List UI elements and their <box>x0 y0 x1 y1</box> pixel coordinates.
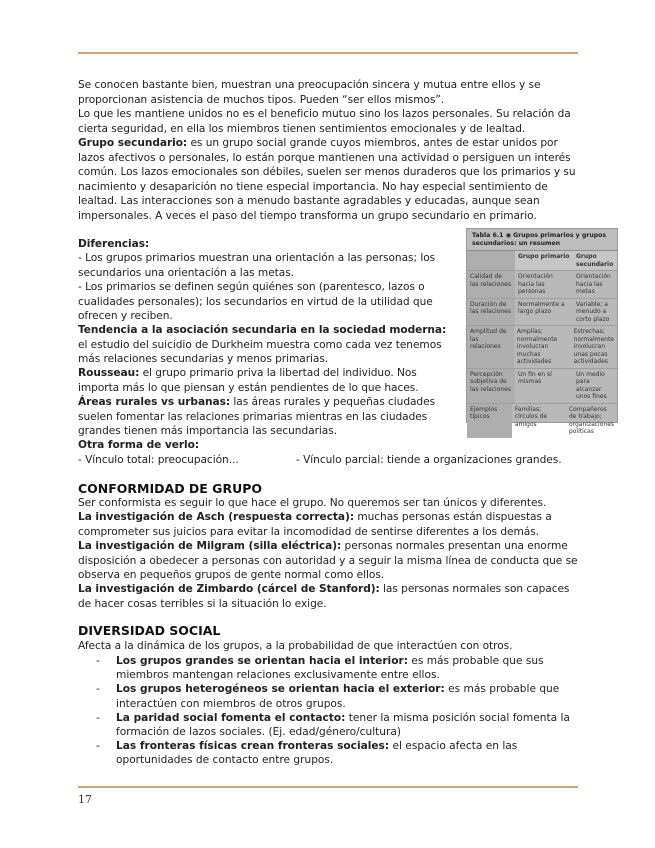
table-cell: Variable; a menudo a corto plazo <box>576 300 610 323</box>
another-view-title: Otra forma de verlo: <box>78 439 200 451</box>
paragraph-tendency: Tendencia a la asociación secundaria en la sociedad moderna: el estudio del suicidio de Durkheim muestra como cada vez tenemos más relaciones secundarias y menos primarias. <box>78 324 447 365</box>
table-cell: Estrechas; normalmente involucran unas pocas actividades <box>573 328 614 365</box>
differences-title: Diferencias: <box>78 238 150 250</box>
table-cell: Amplias; normalmente involucran muchas actividades <box>516 328 558 365</box>
bullet-dash: - <box>96 655 100 667</box>
table-cell: Ejemplos típicos <box>467 404 512 438</box>
partial-bond: - Vínculo parcial: tiende a organizaciones grandes. <box>296 454 562 466</box>
table-caption: Tabla 6.1 ◉ Grupos primarios y grupos secundarios: un resumen <box>467 229 617 251</box>
table-cell: Orientación hacia las personas <box>518 273 553 295</box>
paragraph-asch: La investigación de Asch (respuesta correcta): muchas personas están dispuestas a comprometer sus juicios para evitar la incomodidad de sentirse diferentes a los demás. <box>78 511 552 538</box>
total-bond: - Vínculo total: preocupación... <box>78 454 239 466</box>
table-row <box>467 369 617 404</box>
bullet-dash: - <box>96 740 100 753</box>
paragraph-intro: Se conocen bastante bien, muestran una preocupación sincera y mutua entre ellos y se proporcionan asistencia de muchos tipos. Pueden “ser ellos mismos”. <box>78 79 541 106</box>
footer-rule <box>78 786 578 788</box>
bullet-dash: - <box>96 711 100 724</box>
list-item: - Los grupos heterogéneos se orientan hacia el exterior: es más probable que interactúen con miembros de otros grupos. <box>96 683 560 710</box>
list-item: - Los grupos grandes se orientan hacia el interior: es más probable que sus miembros mantengan relaciones exclusivamente entre ellos. <box>96 655 544 682</box>
heading-diversity: DIVERSIDAD SOCIAL <box>78 623 221 638</box>
table-cell: Percepción subjetiva de las relaciones <box>467 369 515 403</box>
paragraph-rural-urban: Áreas rurales vs urbanas: las áreas rurales y pequeñas ciudades suelen fomentar las relaciones primarias mientras en las ciudades grandes tienen más importancia las secundarias. <box>78 396 436 437</box>
table-cell: Calidad de las relaciones <box>467 271 515 298</box>
table-header-cell: Grupo secundario <box>576 253 614 268</box>
table-cell: Compañeros de trabajo; organizaciones políticas <box>568 405 615 435</box>
paragraph-rousseau: Rousseau: el grupo primario priva la libertad del individuo. Nos importa más lo que piensan y están pendientes de lo que haces. <box>78 367 419 394</box>
table-cell: Orientación hacia las metas <box>576 273 611 295</box>
diversity-list <box>96 654 582 768</box>
table-cell: Duración de las relaciones <box>467 299 515 326</box>
summary-table-image <box>466 228 618 435</box>
heading-conformity: CONFORMIDAD DE GRUPO <box>78 481 263 496</box>
table-header-cell <box>467 251 515 270</box>
table-row <box>467 299 617 327</box>
header-rule <box>78 52 578 54</box>
paragraph-bonds: Lo que les mantiene unidos no es el beneficio mutuo sino los lazos personales. Su relación da cierta seguridad, en ella los miembros tienen sentimientos emocionales y de lealtad. <box>78 108 571 135</box>
bullet-dash: - <box>96 683 100 696</box>
paragraph-zimbardo: La investigación de Zimbardo (cárcel de Stanford): las personas normales son capaces de hacer cosas terribles si la situación lo exige. <box>78 583 570 610</box>
table-row <box>467 326 617 369</box>
table-cell: Un fin en sí mismas <box>518 370 552 385</box>
table-row <box>467 404 617 438</box>
table-row <box>467 271 617 299</box>
table-cell: Un medio para alcanzar unos fines <box>576 370 607 400</box>
table-header-row <box>467 251 617 271</box>
table-header-cell: Grupo primario <box>518 253 570 260</box>
table-cell: Familias; círculos de amigos <box>514 405 548 428</box>
differences-item-2: - Los primarios se definen según quiénes son (parentesco, lazos o cualidades personales); los secundarios en virtud de la utilidad que ofrecen y reciben. <box>78 281 433 322</box>
differences-item-1: - Los grupos primarios muestran una orientación a las personas; los secundarios una orientación a las metas. <box>78 252 436 279</box>
paragraph-secondary-group: Grupo secundario: es un grupo social grande cuyos miembros, antes de estar unidos por lazos afectivos o personales, lo están porque mantienen una actividad o persiguen un interés común. Los lazos emocionales son débiles, suelen ser menos duraderos que los primarios y su nacimiento y desaparición no tiene especial importancia. No hay especial sentimiento de lealtad. Las interacciones son a menudo bastante agradables y educadas, aunque sean impersonales. A veces el paso del tiempo transforma un grupo secundario en primario. <box>78 137 576 222</box>
paragraph-milgram: La investigación de Milgram (silla eléctrica): personas normales presentan una enorme disposición a obedecer a personas con autoridad y a seguir la misma línea de conducta que se observa en pequeños grupos de gente normal como ellos. <box>78 540 578 581</box>
page-number: 17 <box>78 793 92 806</box>
table-cell: Amplitud de las relaciones <box>467 326 514 368</box>
diversity-intro: Afecta a la dinámica de los grupos, a la probabilidad de que interactúen con otros. <box>78 640 513 652</box>
conformity-intro: Ser conformista es seguir lo que hace el grupo. No queremos ser tan únicos y diferentes. <box>78 497 547 509</box>
table-cell: Normalmente a largo plazo <box>518 300 565 315</box>
list-item: - Las fronteras físicas crean fronteras sociales: el espacio afecta en las oportunidades de contacto entre grupos. <box>96 740 518 767</box>
list-item: - La paridad social fomenta el contacto: tener la misma posición social fomenta la formación de lazos sociales. (Ej. edad/género/cultura) <box>96 711 570 739</box>
